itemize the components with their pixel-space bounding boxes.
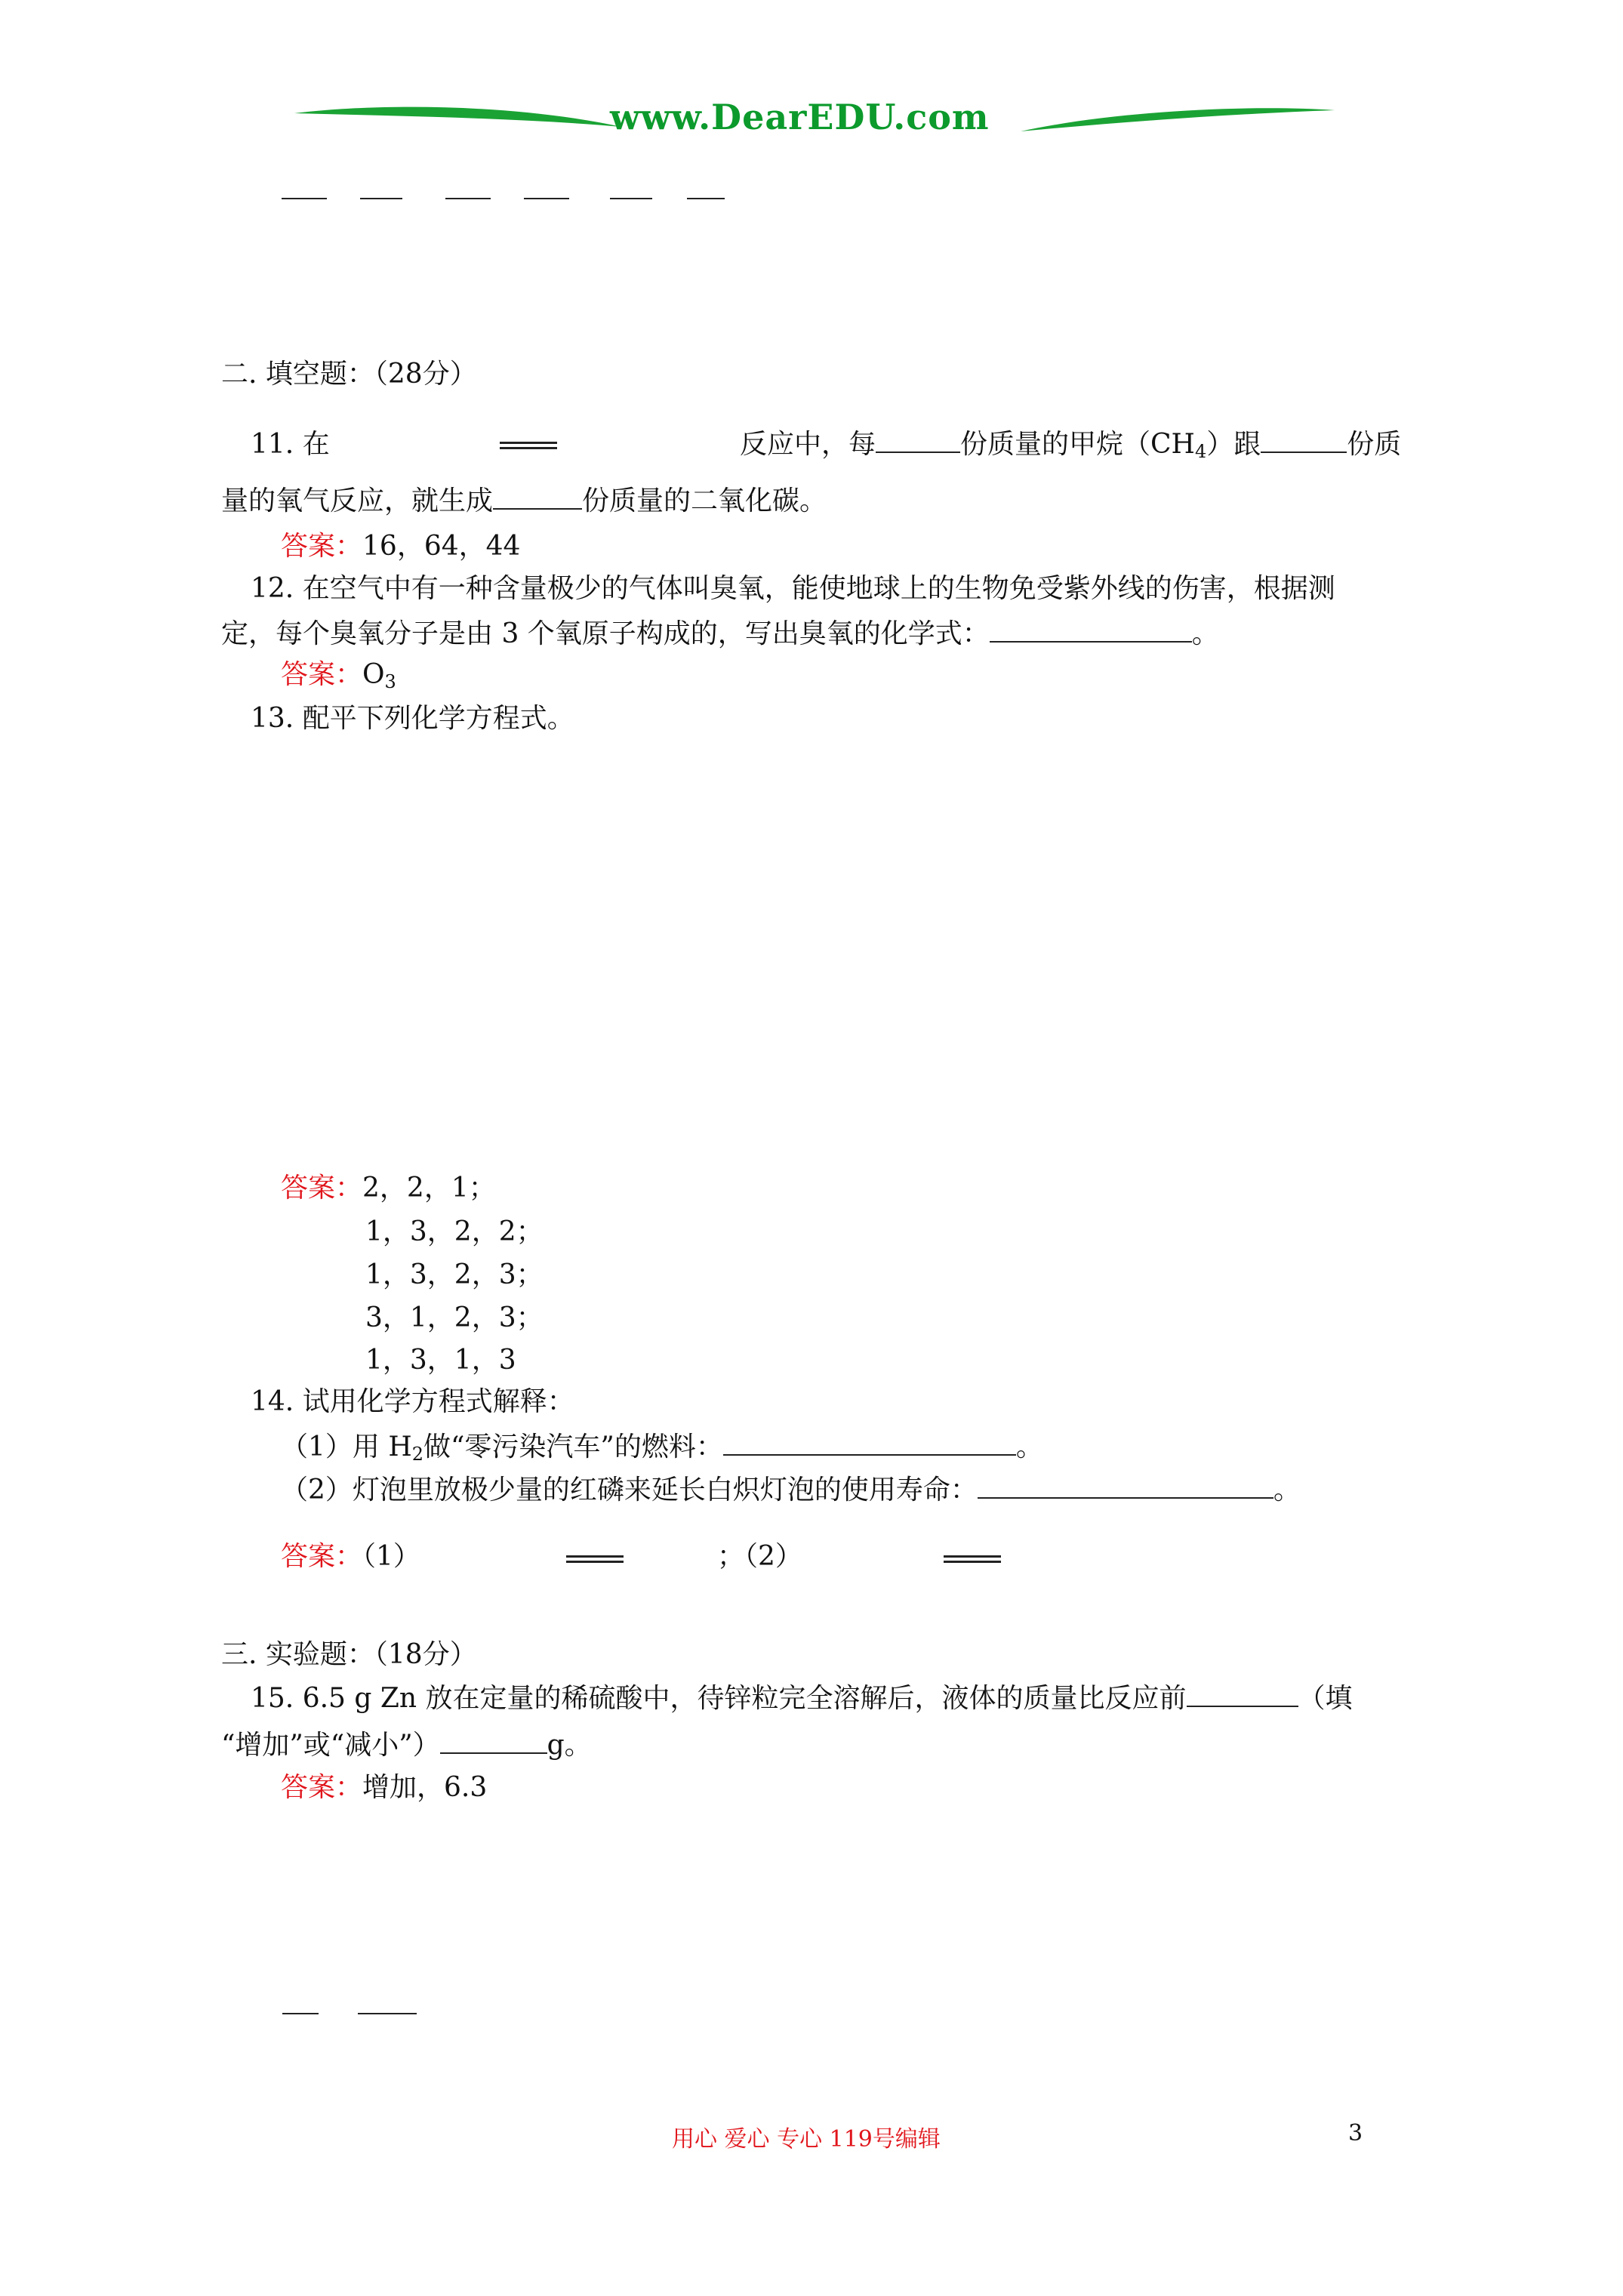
answer-value: 增加，6.3 xyxy=(362,1772,488,1803)
q12-answer xyxy=(281,658,396,692)
answer-value: 16，64，44 xyxy=(362,531,521,562)
section3-title: 三. 实验题：（18分） xyxy=(221,1639,477,1670)
q15-line1 xyxy=(251,1682,1353,1715)
dash xyxy=(445,198,491,199)
q11-line1 xyxy=(740,428,1401,461)
left-swoosh-icon xyxy=(291,97,623,142)
q11-answer xyxy=(281,530,520,563)
equals-sign xyxy=(500,442,557,449)
q15-text: “增加”或“减小”） xyxy=(221,1730,440,1761)
q11-text: ）跟 xyxy=(1206,429,1261,460)
answer-value: 1，3，2，2； xyxy=(365,1216,544,1247)
q12-line2 xyxy=(221,618,1219,651)
blank xyxy=(440,1730,547,1754)
q12-line1: 12. 在空气中有一种含量极少的气体叫臭氧，能使地球上的生物免受紫外线的伤害，根据测 xyxy=(251,573,1335,604)
equals-sign xyxy=(944,1555,1001,1563)
dash xyxy=(282,2013,319,2014)
q12-text: 定，每个臭氧分子是由 3 个氧原子构成的，写出臭氧的化学式： xyxy=(221,618,990,649)
answer-label: 答案： xyxy=(281,659,363,690)
footer-text: 用心 爱心 专心 119号编辑 xyxy=(672,2126,941,2153)
q14-text: （1）用 H xyxy=(281,1432,412,1462)
subscript: 2 xyxy=(411,1444,424,1465)
dash xyxy=(524,198,569,199)
answer-value: O xyxy=(362,659,385,690)
section2-title: 二. 填空题：（28分） xyxy=(221,359,477,390)
right-swoosh-icon xyxy=(1019,98,1336,143)
logo-text: www.DearEDU.com xyxy=(610,97,990,137)
answer-label: 答案： xyxy=(281,1772,363,1803)
q14-answer xyxy=(281,1540,420,1573)
q14-part2 xyxy=(281,1474,1301,1507)
q14-text: （2）灯泡里放极少量的红磷来延长白炽灯泡的使用寿命： xyxy=(281,1475,978,1505)
blank xyxy=(723,1432,1016,1456)
q14-text: 做“零污染汽车”的燃料： xyxy=(423,1432,723,1462)
q14-text: 。 xyxy=(1015,1432,1043,1462)
answer-value: ；（2） xyxy=(717,1541,802,1572)
equals-sign xyxy=(566,1555,624,1563)
dash xyxy=(358,2013,417,2014)
q13-answer xyxy=(281,1172,496,1205)
q15-text: （填 xyxy=(1298,1683,1353,1714)
dash xyxy=(360,198,402,199)
dash xyxy=(282,198,327,199)
answer-label: 答案： xyxy=(281,1541,363,1572)
subscript: 4 xyxy=(1194,441,1207,462)
q11-text: 反应中，每 xyxy=(740,429,876,460)
blank xyxy=(978,1475,1273,1499)
page-number: 3 xyxy=(1348,2120,1363,2147)
dash xyxy=(687,198,725,199)
dash xyxy=(610,198,652,199)
q11-text: 份质量的甲烷（CH xyxy=(960,429,1195,460)
q14-text: 14. 试用化学方程式解释： xyxy=(251,1386,574,1417)
q14-part1 xyxy=(281,1431,1043,1464)
q11-text: 份质 xyxy=(1347,429,1402,460)
q15-answer xyxy=(281,1771,487,1804)
q11-number: 11. 在 xyxy=(251,429,330,460)
blank xyxy=(990,618,1192,643)
answer-value: 2，2，1； xyxy=(362,1173,496,1203)
answer-value: 1，3，1，3 xyxy=(365,1345,516,1376)
q15-line2 xyxy=(221,1729,592,1762)
blank xyxy=(1187,1683,1298,1707)
q11-text: 份质量的二氧化碳。 xyxy=(582,485,827,516)
blank xyxy=(1261,429,1347,453)
blank xyxy=(876,429,960,453)
q15-text: 15. 6.5 g Zn 放在定量的稀硫酸中，待锌粒完全溶解后，液体的质量比反应前 xyxy=(251,1683,1187,1714)
answer-value: 3，1，2，3； xyxy=(365,1302,544,1333)
q15-text: g。 xyxy=(547,1730,592,1761)
q11-text: 量的氧气反应，就生成 xyxy=(221,485,494,516)
subscript: 3 xyxy=(384,671,396,692)
q14-text: 。 xyxy=(1273,1475,1301,1505)
answer-value: 1，3，2，3； xyxy=(365,1259,544,1290)
q11-line2 xyxy=(221,485,827,518)
q12-text: 。 xyxy=(1191,618,1219,649)
q13-text: 13. 配平下列化学方程式。 xyxy=(251,703,574,734)
blank xyxy=(493,485,582,510)
answer-value: （1） xyxy=(362,1541,420,1572)
answer-label: 答案： xyxy=(281,1173,363,1203)
answer-label: 答案： xyxy=(281,531,363,562)
